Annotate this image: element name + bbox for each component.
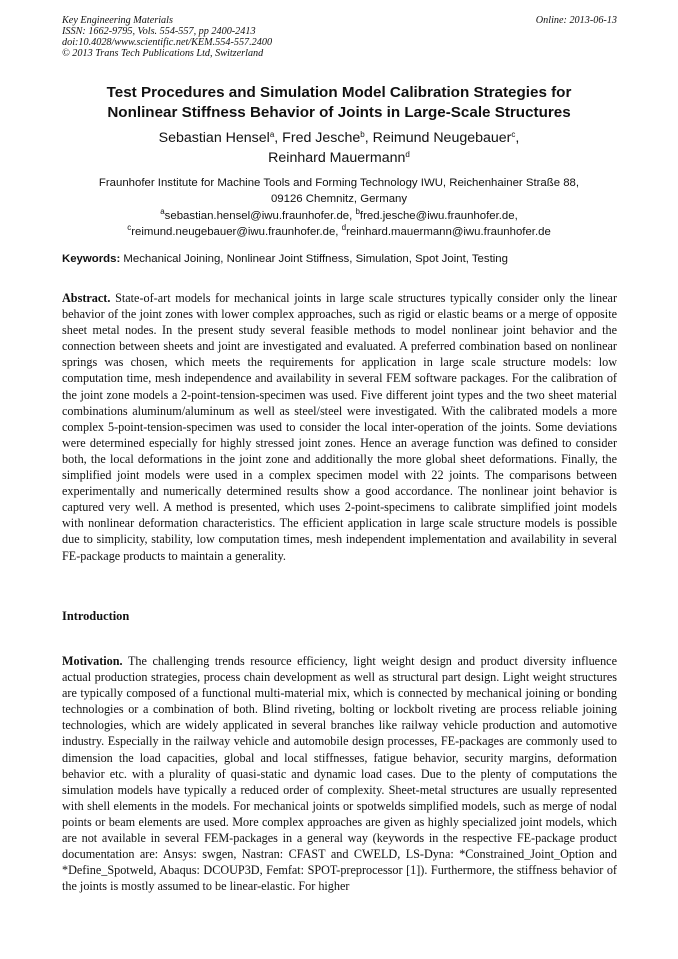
online-date: Online: 2013-06-13 [535, 15, 617, 26]
email-list: $^a$sebastian.hensel@iwu.fraunhofer.de, $^b$fred.jesche@iwu.fraunhofer.de, $^c$reimund.neugebauer@iwu.fraunhofer.de, $^d$reinhard.mauermann@iwu.fraunhofer.de [127, 207, 551, 238]
email-4-mark: d [341, 223, 347, 232]
author-4: Reinhard Mauermann [268, 150, 406, 166]
affiliation [60, 175, 618, 207]
motivation-text: The challenging trends resource efficiency, light weight design and product diversity influence actual production strategies, process chain development as well as structural part design. Light weight structures are typically composed of a functional multi-material mix, which is connected by mechanical joining or bonding technologies or a combination of both. Blind riveting, bolting or lockbolt riveting are process reliable joining technologies, which are widely applicated in several branches like railway vehicle production and automotive industry. Especially in the railway vehicle and automobile design processes, FE-packages are commonly used to dimension the load capacities, global and local stiffnesses, fatigue behavior, security margins, deformation behavior etc. with a plurality of quasi-static and dynamic load cases. Due to the plenty of computations the simulation models have typically a reduced order of complexity. Sheet-metal structures are usually represented with shell elements in the models. For mechanical joints or spotwelds simplified models, such as merge of nodal points or beam elements are used. More complex approaches are given as highly specialized joint models, which are not available in several FEM-packages in a general way (keywords in the respective FE-package product documentation are: Ansys: swgen, Nastran: CFAST and CWELD, LS-Dyna: *Constrained_Joint_Option and *Define_Spotweld, Abaqus: DCOUP3D, Femfat: SPOT-preprocessor [1]). Furthermore, the stiffness behavior of the joints is mostly assumed to be linear-elastic. For higher [62, 654, 618, 894]
author-1-mark: a [269, 130, 275, 139]
title-line-2: Nonlinear Stiffness Behavior of Joints in Large-Scale Structures [107, 104, 571, 121]
author-list: Sebastian Hensel$^a$, Fred Jesche$^b$, Reimund Neugebauer$^c$, Reinhard Mauermann$^d$ [158, 130, 520, 166]
issn-line: ISSN: 1662-9795, Vols. 554-557, pp 2400-2413 [62, 26, 256, 37]
abstract-label: Abstract. [62, 291, 111, 305]
author-4-mark: d [405, 150, 410, 159]
paper-title [60, 83, 618, 123]
author-3-mark: c [511, 130, 516, 139]
author-2-mark: b [360, 130, 365, 139]
email-2-mark: b [355, 207, 360, 216]
keywords-label: Keywords: [62, 253, 121, 265]
email-4[interactable]: reinhard.mauermann@iwu.fraunhofer.de [346, 226, 551, 238]
email-1-mark: a [160, 207, 165, 216]
email-3-mark: c [127, 223, 132, 232]
abstract [62, 290, 617, 564]
introduction-heading: Introduction [62, 609, 130, 623]
author-3: Reimund Neugebauer [372, 130, 512, 146]
journal-name: Key Engineering Materials [62, 15, 173, 26]
affiliation-line-1: Fraunhofer Institute for Machine Tools and Forming Technology IWU, Reichenhainer Straße 88, [98, 177, 580, 189]
keywords-text: Mechanical Joining, Nonlinear Joint Stiffness, Simulation, Spot Joint, Testing [123, 253, 508, 265]
affiliation-line-2: 09126 Chemnitz, Germany [270, 193, 408, 205]
journal-header [62, 15, 617, 59]
author-1: Sebastian Hensel [158, 130, 270, 146]
email-3[interactable]: reimund.neugebauer@iwu.fraunhofer.de [131, 226, 336, 238]
motivation-paragraph [62, 653, 617, 894]
email-2[interactable]: fred.jesche@iwu.fraunhofer.de [359, 210, 515, 222]
abstract-text: State-of-art models for mechanical joints in large scale structures typically consider only the linear behavior of the joint zones with lower complex approaches, such as rigid or elastic beams or a merge of opposite sheet metal nodes. In the present study several feasible methods to model nonlinear joint behavior and the connection between sheets and joint are investigated and evaluated. A preferred combination based on nonlinear springs was chosen, which meets the requirements for application in large scale structure models: low computation time, mesh independence and availability in several FEM software packages. For the calibration of the joint zone models a 2-point-tension-specimen was used. Five different joint types and the two sheet material combinations aluminum/aluminum as well as steel/steel were investigated. With the calibrated models a more complex 5-point-tension-specimen was used to consider the local inter-operation of the joints. Some deviations were determined especially for highly stressed joint zones. Hence an average function was defined to consider both, the local deformations in the joint zone and additionally the more global sheet deformations. Finally, the simplified joint models were used in a complex specimen model with 22 joints. The comparisons between experimentally and numerically determined results show a good accordance. The nonlinear joint behavior is captured very well. A method is presented, which uses 2-point-specimens to calibrate simplified joint models with nonlinear deformation characteristics. The efficient application in large scale structure models is possible due to simplicity, stability, low computation times, mesh independent implementation and availability in several FE-package products to maintain a generality. [62, 291, 618, 563]
keywords [62, 251, 617, 267]
title-line-1: Test Procedures and Simulation Model Calibration Strategies for [106, 84, 572, 101]
email-1[interactable]: sebastian.hensel@iwu.fraunhofer.de [164, 210, 350, 222]
author-2: Fred Jesche [282, 130, 361, 146]
motivation-label: Motivation. [62, 654, 123, 668]
copyright-line: © 2013 Trans Tech Publications Ltd, Switzerland [62, 48, 264, 59]
doi-line: doi:10.4028/www.scientific.net/KEM.554-557.2400 [62, 37, 273, 48]
